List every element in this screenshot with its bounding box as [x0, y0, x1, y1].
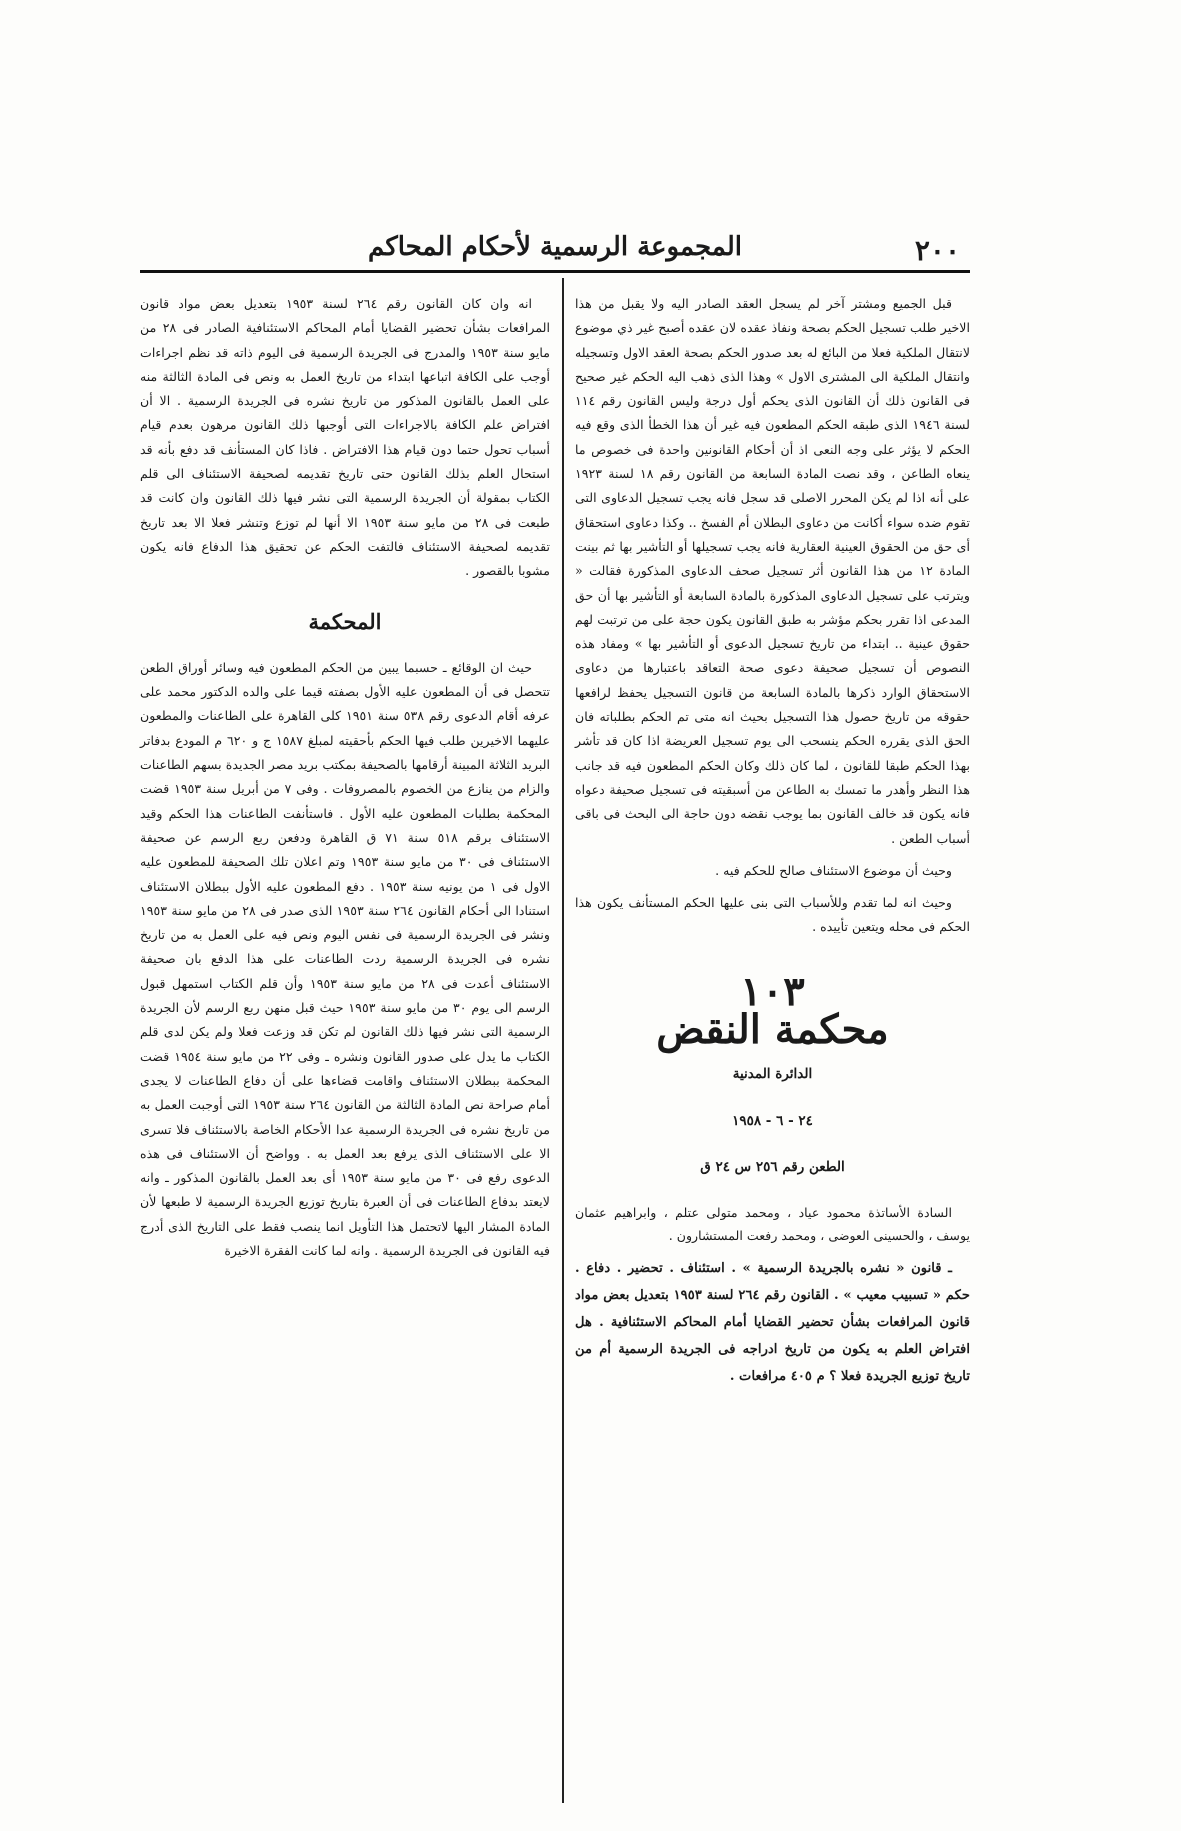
left-column	[140, 292, 550, 1271]
paragraph: حيث ان الوقائع ـ حسبما يبين من الحكم المطعون فيه وسائر أوراق الطعن تتحصل فى أن المطعون عليه الأول بصفته قيما على والده الدكتور محمد على عرفه أقام الدعوى رقم ٥٣٨ سنة ١٩٥١ كلى القاهرة على الطاعنات والمطعون عليهما الاخيرين طلب فيها الحكم بأحقيته لمبلغ ١٥٨٧ ج و ٦٢٠ م المودع بدفاتر البريد الثلاثة المبينة أرقامها بالصحيفة بمكتب بريد مصر الجديدة بسهم الطاعنات والزام من ينازع من الخصوم بالمصروفات . وفى ٧ من أبريل سنة ١٩٥٣ قضت المحكمة بطلبات المطعون عليه الأول . فاستأنفت الطاعنات هذا الحكم وقيد الاستئناف برقم ٥١٨ سنة ٧١ ق القاهرة ودفعن ربع الرسم عن صحيفة الاستئناف فى ٣٠ من مايو سنة ١٩٥٣ وتم اعلان تلك الصحيفة للمطعون عليه الاول فى ١ من يونيه سنة ١٩٥٣ . دفع المطعون عليه الأول ببطلان الاستئناف استنادا الى أحكام القانون ٢٦٤ سنة ١٩٥٣ الذى صدر فى ٢٨ من مايو سنة ١٩٥٣ ونشر فى الجريدة الرسمية فى نفس اليوم ونص فيه على العمل به من تاريخ نشره فى الجريدة الرسمية ردت الطاعنات على هذا الدفع بان صحيفة الاستئناف أعدت فى ٢٨ من مايو سنة ١٩٥٣ وأن قلم الكتاب استمهل قبول الرسم الى يوم ٣٠ من مايو سنة ١٩٥٣ حيث قبل منهن ربع الرسم لأن الجريدة الرسمية التى نشر فيها ذلك القانون لم تكن قد وزعت فعلا ولم يكن لدى قلم الكتاب ما يدل على صدور القانون ونشره ـ وفى ٢٢ من مايو سنة ١٩٥٤ قضت المحكمة ببطلان الاستئناف واقامت قضاءها على أن دفاع الطاعنات لا يجدى أمام صراحة نص المادة الثالثة من القانون ٢٦٤ سنة ١٩٥٣ التى أوجبت العمل به من تاريخ نشره فى الجريدة الرسمية عدا الأحكام الخاصة بالاستئناف فلا تسرى الا على الاستئناف الذى يرفع بعد العمل به . وواضح أن الاستئناف فى هذه الدعوى رفع فى ٣٠ من مايو سنة ١٩٥٣ أى بعد العمل بالقانون المذكور ـ وانه لايعتد بدفاع الطاعنات فى أن العبرة بتاريخ توزيع الجريدة الرسمية لا طبعها لأن المادة المشار اليها لاتحتمل هذا التأويل انما ينصب فقط على التاريخ الذى أدرج فيه القانون فى الجريدة الرسمية . وانه لما كانت الفقرة الاخيرة	[140, 659, 551, 1258]
circuit-label: الدائرة المدنية	[732, 1066, 813, 1083]
judges-list: السادة الأساتذة محمود عياد ، ومحمد متولى عتلم ، وابراهيم عثمان يوسف ، والحسينى العوضى ، ومحمد رفعت المستشارون .	[575, 1205, 970, 1244]
court-title: محكمة النقض	[656, 1006, 889, 1054]
paragraph: انه وان كان القانون رقم ٢٦٤ لسنة ١٩٥٣ بتعديل بعض مواد قانون المرافعات بشأن تحضير القضايا أمام المحاكم الاستئنافية الصادر فى ٢٨ من مايو سنة ١٩٥٣ والمدرج فى الجريدة الرسمية فى اليوم ذاته قد نظم اجراءات أوجب على الكافة اتباعها ابتداء من تاريخ العمل به ونص فى المادة الثالثة منه على العمل بالقانون المذكور من تاريخ نشره فى الجريدة الرسمية . الا أن افتراض علم الكافة بالاجراءات التى أوجبها ذلك القانون مرهون بعدم قيام أسباب تحول حتما دون قيام هذا الافتراض . فاذا كان المستأنف قد دفع بأنه قد استحال العلم بذلك القانون حتى تاريخ تقديمه لصحيفة الاستئناف الى قلم الكتاب بمقولة أن الجريدة الرسمية التى نشر فيها ذلك القانون وان كانت قد طبعت فى ٢٨ من مايو سنة ١٩٥٣ الا أنها لم توزع وتنشر فعلا الا بعد تاريخ تقديمه لصحيفة الاستئناف فالتفت الحكم عن تحقيق هذا الدفاع فانه يكون مشوبا بالقصور .	[140, 296, 550, 579]
header-rule	[140, 270, 970, 273]
section-heading: المحكمة	[308, 608, 382, 634]
page-number: ٢٠٠	[914, 234, 960, 267]
paragraph: قبل الجميع ومشتر آخر لم يسجل العقد الصادر اليه ولا يقبل من هذا الاخير طلب تسجيل الحكم بصحة ونفاذ عقده لان عقده أصبح غير ذي موضوع لانتقال الملكية فعلا من البائع له بعد صدور الحكم بصحة العقد الاول وتسجيله وانتقال الملكية الى المشترى الاول » وهذا الذى ذهب اليه الحكم غير صحيح فى القانون ذلك أن القانون الذى يحكم أول درجة وليس القانون رقم ١١٤ لسنة ١٩٤٦ الذى طبقه الحكم المطعون فيه غير أن هذا الخطأ الذى وقع فيه الحكم لا يؤثر على وجه النعى اذ أن أحكام القانونين واحدة فى خصوص ما ينعاه الطاعن ، وقد نصت المادة السابعة من القانون رقم ١٨ لسنة ١٩٢٣ على أنه اذا لم يكن المحرر الاصلى قد سجل فانه يجب تسجيل الدعاوى التى تقوم ضده سواء أكانت من دعاوى البطلان أم الفسخ .. وكذا دعاوى استحقاق أى حق من الحقوق العينية العقارية فانه يجب تسجيلها أو التأشير بها ثم بينت المادة ١٢ من هذا القانون أثر تسجيل صحف الدعاوى المذكورة فقالت « ويترتب على تسجيل الدعاوى المذكورة بالمادة السابعة أو التأشير بها أن حق المدعى اذا تقرر بحكم مؤشر به طبق القانون يكون حجة على من ترتبت لهم حقوق عينية .. ابتداء من تاريخ تسجيل الدعوى أو التأشير بها » ومفاد هذه النصوص أن تسجيل صحيفة دعوى صحة التعاقد باعتبارها من دعاوى الاستحقاق الوارد ذكرها بالمادة السابعة من قانون التسجيل يحفظ لرافعها حقوقه من تاريخ حصول هذا التسجيل بحيث انه متى تم الحكم بطلباته فان الحق الذى يقرره الحكم ينسحب الى يوم تسجيل العريضة اذا كان قد تأشر بهذا الحكم طبقا للقانون ، لما كان ذلك وكان الحكم المطعون فيه قد جانب هذا النظر وأهدر ما تمسك به الطاعن من أسبقيته فى تسجيل صحيفة دعواه فانه يكون قد خالف القانون بما يوجب نقضه دون حاجة الى البحث فى باقى أسباب الطعن .	[575, 296, 970, 846]
running-title: المجموعة الرسمية لأحكام المحاكم	[368, 232, 742, 262]
column-divider	[562, 278, 564, 1803]
paragraph: وحيث انه لما تقدم وللأسباب التى بنى عليها الحكم المستأنف يكون هذا الحكم فى محله ويتعين تأييده .	[575, 895, 970, 935]
judgment-date: ٢٤ - ٦ - ١٩٥٨	[732, 1112, 813, 1129]
headnote: ـ قانون « نشره بالجريدة الرسمية » . استئناف . تحضير . دفاع . حكم « تسبيب معيب » . القانون رقم ٢٦٤ لسنة ١٩٥٣ بتعديل بعض مواد قانون المرافعات بشأن تحضير القضايا أمام المحاكم الاستئنافية . هل افتراض العلم به يكون من تاريخ ادراجه فى الجريدة الرسمية أم من تاريخ توزيع الجريدة فعلا ؟ م ٤٠٥ مرافعات .	[575, 1261, 970, 1385]
case-number: ١٠٣	[740, 967, 805, 1015]
paragraph: وحيث أن موضوع الاستئناف صالح للحكم فيه .	[715, 862, 952, 878]
page-header	[140, 228, 970, 276]
right-column	[575, 292, 970, 1398]
appeal-number: الطعن رقم ٢٥٦ س ٢٤ ق	[700, 1158, 845, 1175]
